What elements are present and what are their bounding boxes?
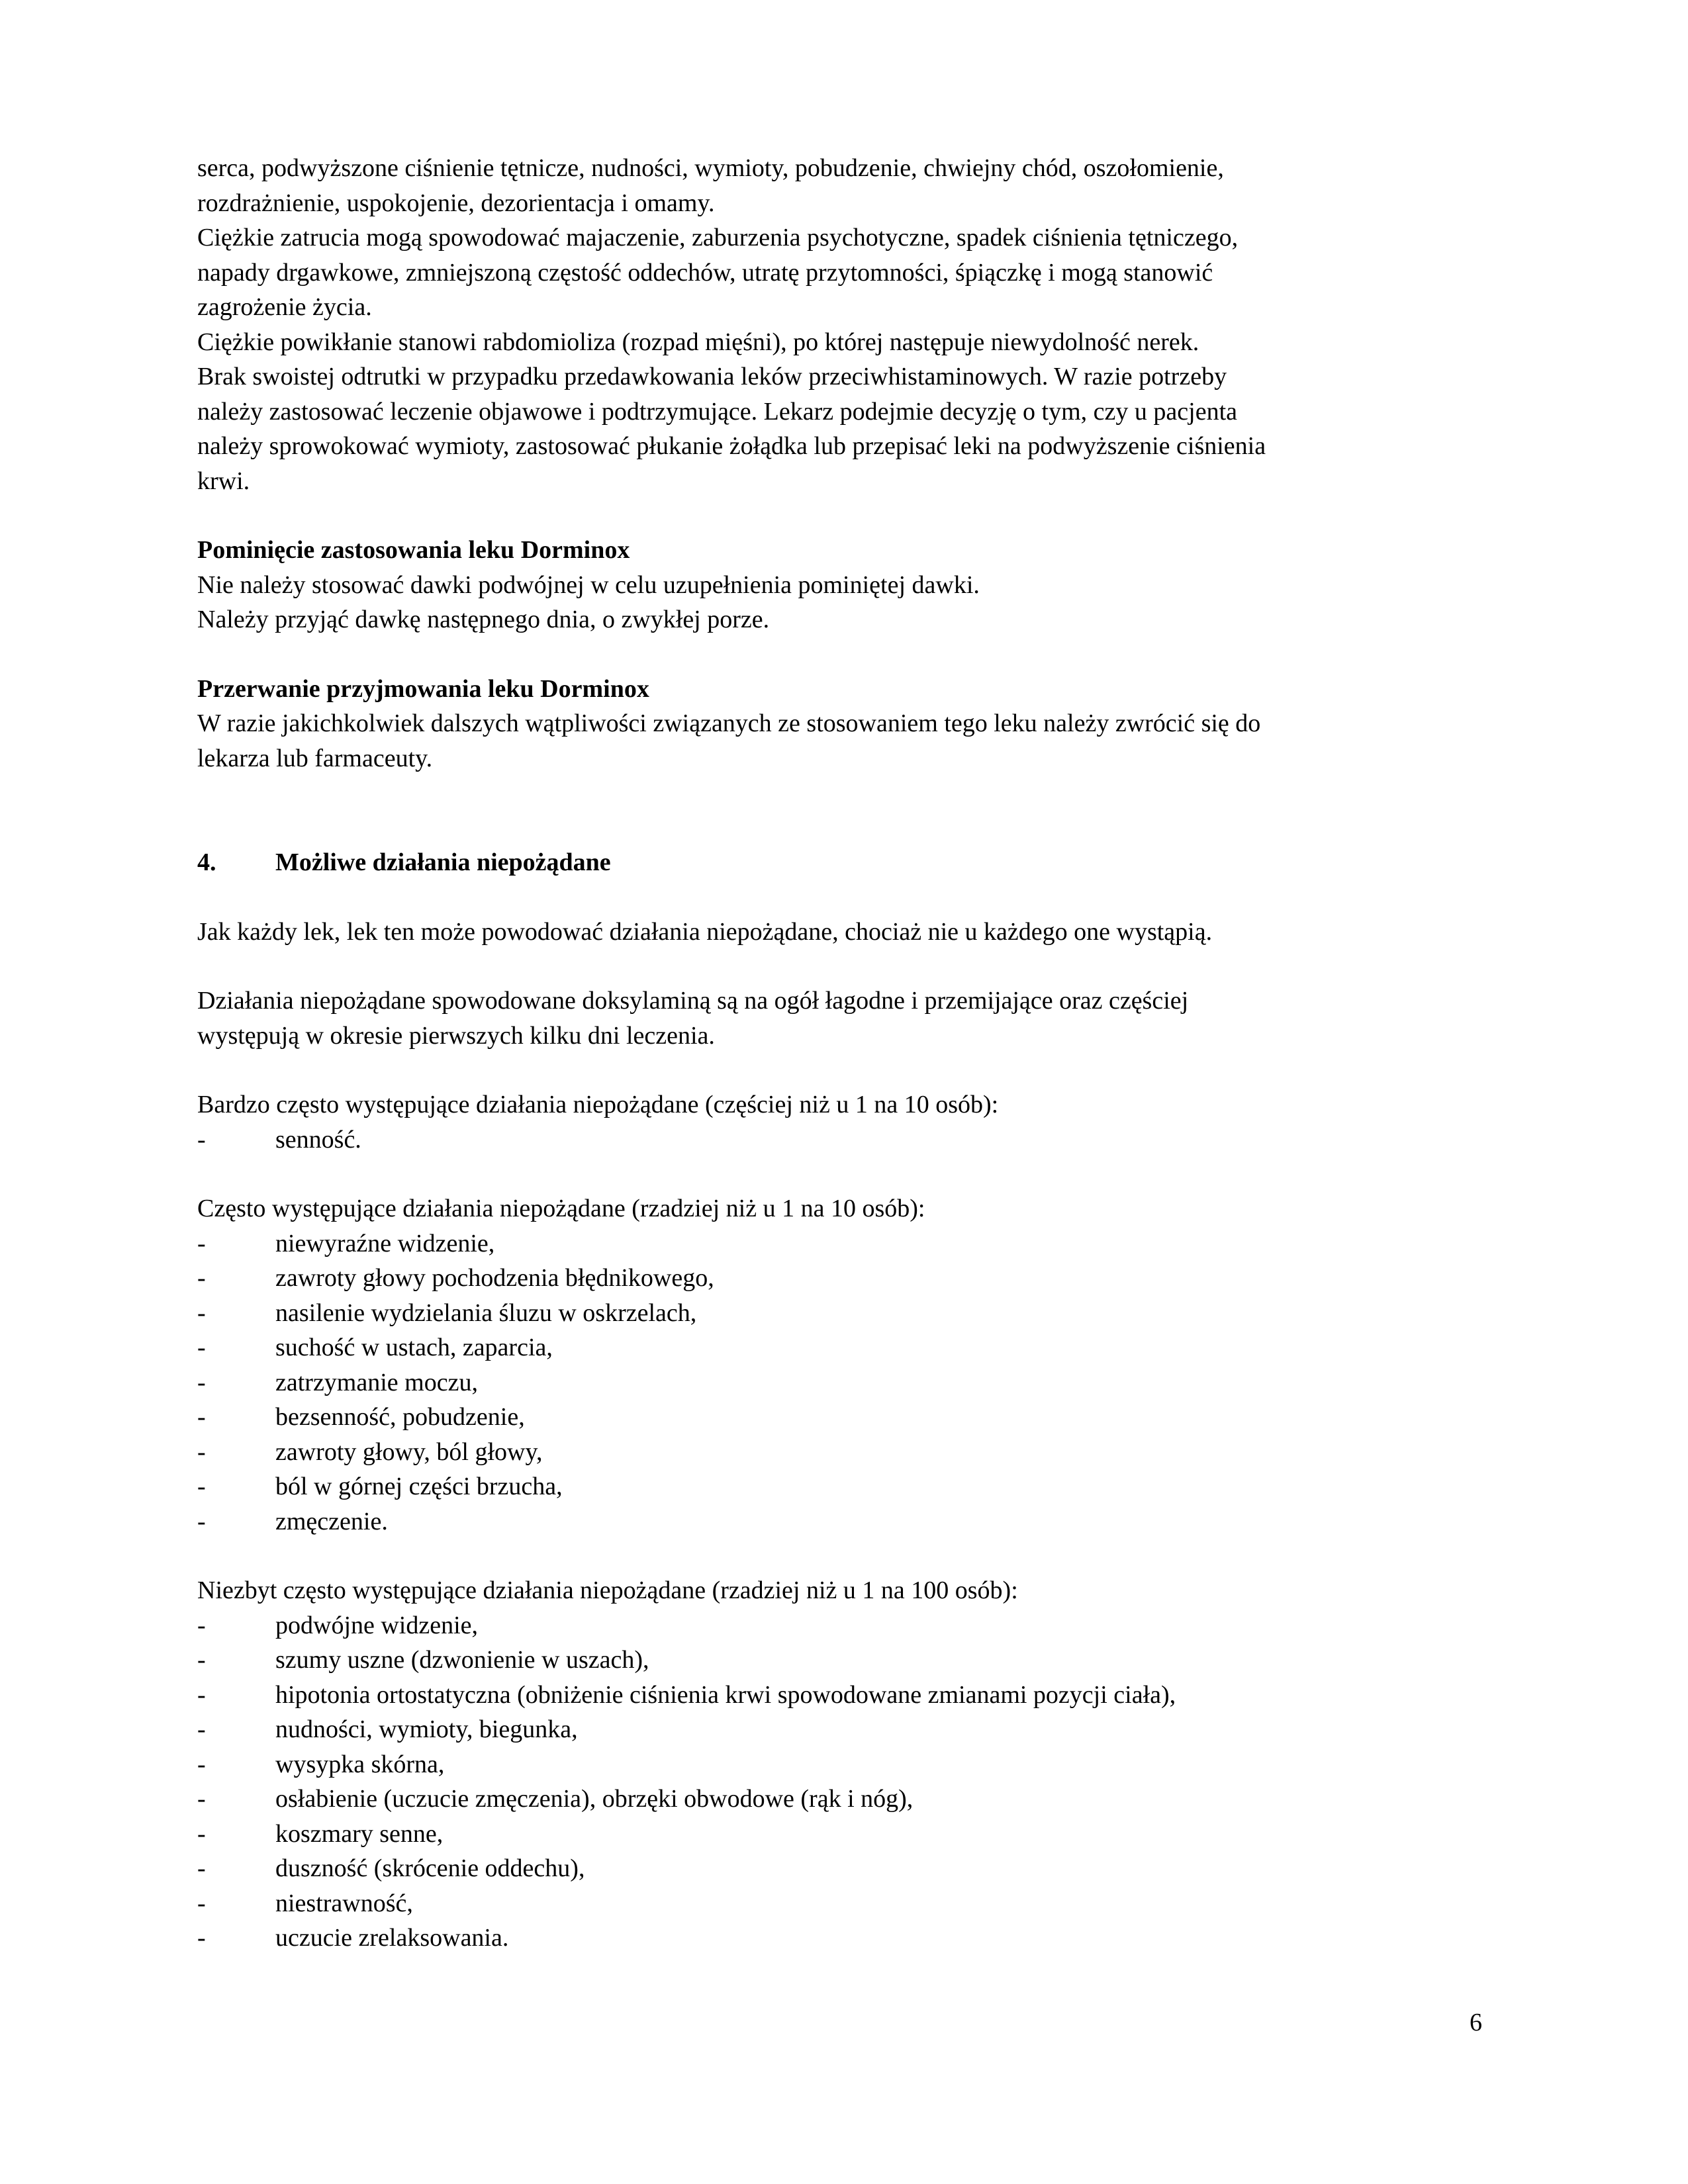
dash-bullet: - bbox=[197, 1334, 206, 1361]
missed-dose-heading: Pominięcie zastosowania leku Dorminox bbox=[197, 536, 630, 564]
list-item bbox=[197, 1712, 1508, 1747]
text-line: Ciężkie powikłanie stanowi rabdomioliza (rozpad mięśni), po której następuje niewydolność nerek. bbox=[197, 328, 1199, 356]
list-item-text: niestrawność, bbox=[275, 1889, 413, 1917]
uncommon-list bbox=[197, 1608, 1508, 1956]
list-item bbox=[197, 1400, 1508, 1435]
text-line: lekarza lub farmaceuty. bbox=[197, 744, 433, 772]
section-number: 4. bbox=[197, 848, 216, 876]
dash-bullet: - bbox=[197, 1437, 206, 1466]
text-line: Działania niepożądane spowodowane doksylaminą są na ogół łagodne i przemijające oraz częściej bbox=[197, 987, 1189, 1015]
list-item-text: zatrzymanie moczu, bbox=[275, 1368, 478, 1396]
dash-bullet: - bbox=[197, 1889, 206, 1917]
common-group bbox=[197, 1191, 1508, 1539]
side-effects-intro: Jak każdy lek, lek ten może powodować działania niepożądane, chociaż nie u każdego one wystąpią. bbox=[197, 917, 1213, 946]
text-line: Należy przyjąć dawkę następnego dnia, o zwykłej porze. bbox=[197, 606, 770, 633]
dash-bullet: - bbox=[197, 1368, 206, 1396]
text-line: rozdrażnienie, uspokojenie, dezorientacja i omamy. bbox=[197, 189, 715, 217]
list-item-text: uczucie zrelaksowania. bbox=[275, 1924, 509, 1952]
dash-bullet: - bbox=[197, 1785, 206, 1813]
list-item-text: osłabienie (uczucie zmęczenia), obrzęki obwodowe (rąk i nóg), bbox=[275, 1785, 914, 1813]
list-item-text: bezsenność, pobudzenie, bbox=[275, 1403, 525, 1431]
list-item-text: szumy uszne (dzwonienie w uszach), bbox=[275, 1646, 649, 1674]
text-line: serca, podwyższone ciśnienie tętnicze, nudności, wymioty, pobudzenie, chwiejny chód, oszołomienie, bbox=[197, 154, 1224, 182]
text-line: należy sprowokować wymioty, zastosować płukanie żołądka lub przepisać leki na podwyższenie ciśnienia bbox=[197, 432, 1266, 460]
list-item bbox=[197, 1782, 1508, 1817]
dash-bullet: - bbox=[197, 1229, 206, 1257]
text-line: zagrożenie życia. bbox=[197, 293, 372, 321]
section-title: Możliwe działania niepożądane bbox=[275, 848, 611, 876]
text-line: Nie należy stosować dawki podwójnej w celu uzupełnienia pominiętej dawki. bbox=[197, 570, 980, 599]
text-line: napady drgawkowe, zmniejszoną częstość oddechów, utratę przytomności, śpiączkę i mogą stanowić bbox=[197, 258, 1213, 287]
stopping-section bbox=[197, 672, 1508, 776]
uncommon-group bbox=[197, 1573, 1508, 1956]
list-item-text: koszmary senne, bbox=[275, 1819, 444, 1848]
list-item-text: zawroty głowy pochodzenia błędnikowego, bbox=[275, 1264, 714, 1292]
section-4-heading bbox=[197, 845, 1508, 880]
list-item-text: ból w górnej części brzucha, bbox=[275, 1473, 563, 1500]
list-item-text: nudności, wymioty, biegunka, bbox=[275, 1715, 578, 1743]
frequency-label: Niezbyt często występujące działania niepożądane (rzadziej niż u 1 na 100 osób): bbox=[197, 1576, 1018, 1604]
dash-bullet: - bbox=[197, 1819, 206, 1848]
text-line: należy zastosować leczenie objawowe i podtrzymujące. Lekarz podejmie decyzję o tym, czy u pacjenta bbox=[197, 397, 1237, 426]
text-line: W razie jakichkolwiek dalszych wątpliwości związanych ze stosowaniem tego leku należy zwrócić się do bbox=[197, 709, 1261, 737]
list-item bbox=[197, 1678, 1508, 1713]
list-item bbox=[197, 1469, 1508, 1504]
list-item bbox=[197, 1435, 1508, 1470]
list-item bbox=[197, 1226, 1508, 1261]
list-item bbox=[197, 1296, 1508, 1331]
dash-bullet: - bbox=[197, 1680, 206, 1709]
page-number: 6 bbox=[1470, 2009, 1482, 2036]
list-item-text: niewyraźne widzenie, bbox=[275, 1229, 495, 1257]
dash-bullet: - bbox=[197, 1473, 206, 1500]
dash-bullet: - bbox=[197, 1125, 206, 1154]
side-effects-mild-paragraph bbox=[197, 983, 1508, 1053]
dash-bullet: - bbox=[197, 1298, 206, 1327]
list-item bbox=[197, 1122, 1508, 1158]
dash-bullet: - bbox=[197, 1854, 206, 1882]
dash-bullet: - bbox=[197, 1924, 206, 1952]
frequency-label: Bardzo często występujące działania niepożądane (częściej niż u 1 na 10 osób): bbox=[197, 1091, 999, 1118]
overdose-continuation bbox=[197, 151, 1508, 498]
list-item-text: wysypka skórna, bbox=[275, 1750, 445, 1778]
list-item-text: duszność (skrócenie oddechu), bbox=[275, 1854, 585, 1882]
list-item-text: hipotonia ortostatyczna (obniżenie ciśnienia krwi spowodowane zmianami pozycji ciała), bbox=[275, 1680, 1176, 1709]
list-item-text: senność. bbox=[275, 1125, 361, 1154]
dash-bullet: - bbox=[197, 1750, 206, 1778]
list-item bbox=[197, 1643, 1508, 1678]
dash-bullet: - bbox=[197, 1646, 206, 1674]
list-item bbox=[197, 1504, 1508, 1539]
list-item-text: nasilenie wydzielania śluzu w oskrzelach, bbox=[275, 1298, 697, 1327]
list-item bbox=[197, 1747, 1508, 1782]
list-item bbox=[197, 1608, 1508, 1643]
list-item bbox=[197, 1851, 1508, 1886]
text-line: krwi. bbox=[197, 467, 250, 495]
very-common-group bbox=[197, 1087, 1508, 1157]
dash-bullet: - bbox=[197, 1264, 206, 1292]
dash-bullet: - bbox=[197, 1715, 206, 1743]
dash-bullet: - bbox=[197, 1403, 206, 1431]
common-list bbox=[197, 1226, 1508, 1539]
list-item bbox=[197, 1886, 1508, 1921]
stopping-heading: Przerwanie przyjmowania leku Dorminox bbox=[197, 674, 649, 703]
list-item-text: podwójne widzenie, bbox=[275, 1611, 479, 1639]
text-line: występują w okresie pierwszych kilku dni leczenia. bbox=[197, 1021, 715, 1050]
list-item-text: zmęczenie. bbox=[275, 1507, 388, 1535]
list-item-text: zawroty głowy, ból głowy, bbox=[275, 1437, 543, 1466]
missed-dose-section bbox=[197, 533, 1508, 637]
frequency-label: Często występujące działania niepożądane (rzadziej niż u 1 na 10 osób): bbox=[197, 1195, 925, 1222]
dash-bullet: - bbox=[197, 1611, 206, 1639]
list-item-text: suchość w ustach, zaparcia, bbox=[275, 1334, 553, 1361]
list-item bbox=[197, 1330, 1508, 1365]
list-item bbox=[197, 1365, 1508, 1400]
dash-bullet: - bbox=[197, 1507, 206, 1535]
text-line: Brak swoistej odtrutki w przypadku przedawkowania leków przeciwhistaminowych. W razie potrzeby bbox=[197, 363, 1227, 390]
document-page bbox=[197, 151, 1508, 1956]
text-line: Ciężkie zatrucia mogą spowodować majaczenie, zaburzenia psychotyczne, spadek ciśnienia tętniczego, bbox=[197, 224, 1239, 251]
very-common-list bbox=[197, 1122, 1508, 1158]
list-item bbox=[197, 1921, 1508, 1956]
list-item bbox=[197, 1261, 1508, 1296]
list-item bbox=[197, 1817, 1508, 1852]
